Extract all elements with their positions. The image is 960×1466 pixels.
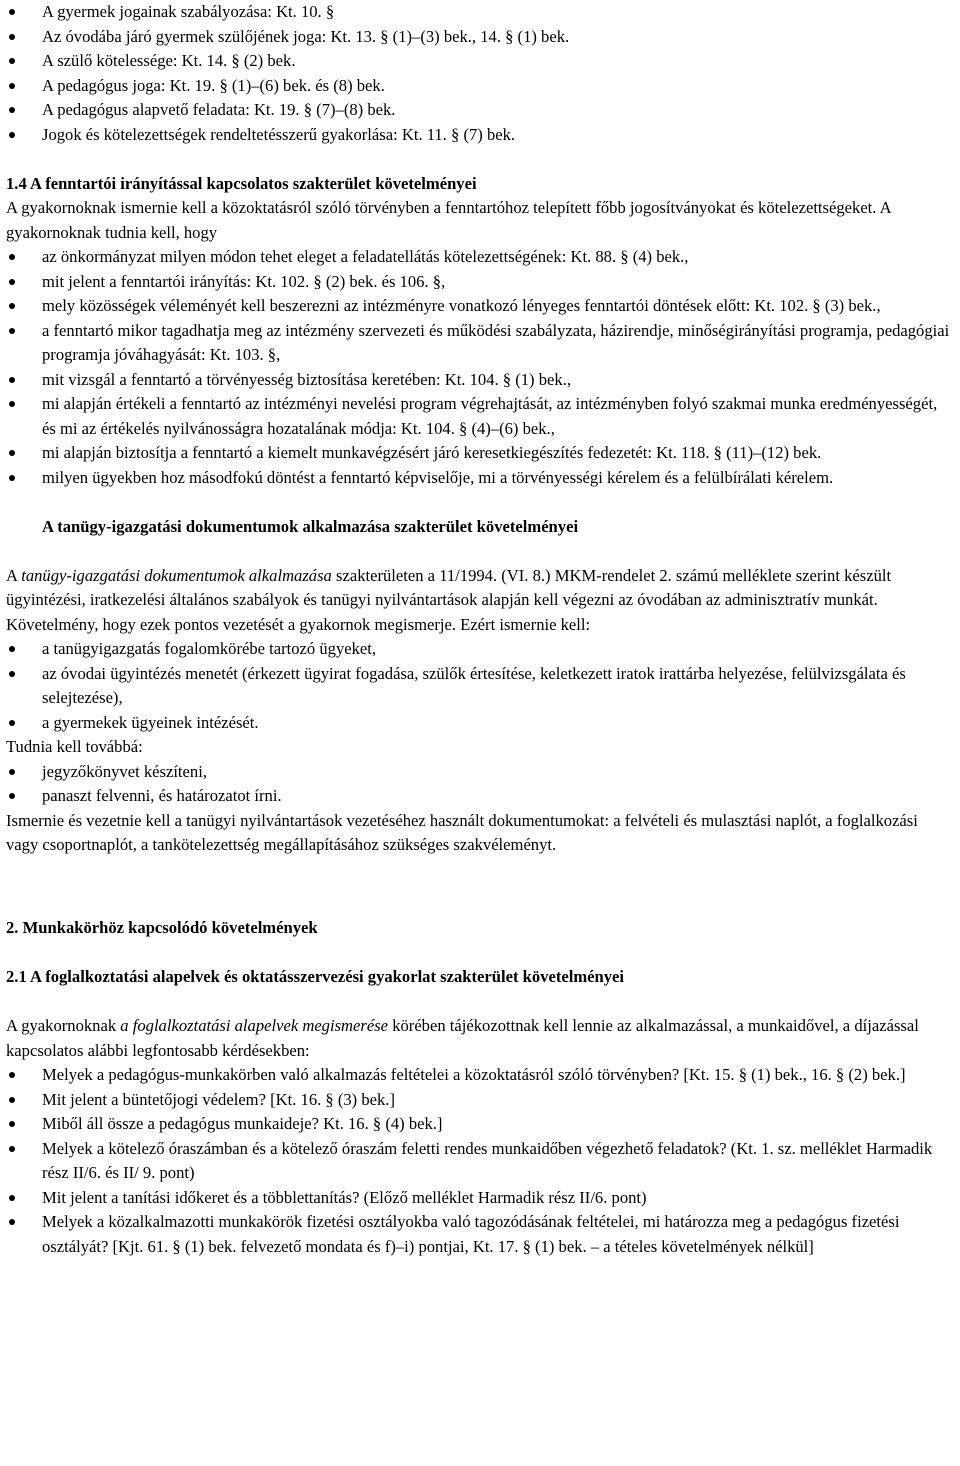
list-item: jegyzőkönyvet készíteni, (6, 760, 954, 785)
section-2-heading: 2. Munkakörhöz kapcsolódó követelmények (6, 918, 318, 937)
section-1-4-heading: 1.4 A fenntartói irányítással kapcsolatos szakterület követelményei (6, 173, 477, 193)
list-item: Az óvodába járó gyermek szülőjének joga: Kt. 13. § (1)–(3) bek., 14. § (1) bek. (6, 25, 954, 50)
documents-paragraph: A tanügy-igazgatási dokumentumok alkalmazása szakterületen a 11/1994. (VI. 8.) MKM-rendelet 2. számú melléklete szerint készült ügyintézési, iratkezelési általános szabályok és tanügyi nyilvántartások alapján kell végezni az óvodában az adminisztratív munkát. Követelmény, hogy ezek pontos vezetését a gyakornok megismerje. Ezért ismernie kell: (6, 565, 892, 634)
documents-emphasis: tanügy-igazgatási dokumentumok alkalmazása (21, 565, 332, 585)
list-item: A pedagógus joga: Kt. 19. § (1)–(6) bek. és (8) bek. (6, 74, 954, 99)
list-item: Mit jelent a tanítási időkeret és a többlettanítás? (Előző melléklet Harmadik rész II/6. pont) (6, 1186, 954, 1211)
list-item: az önkormányzat milyen módon tehet eleget a feladatellátás kötelezettségének: Kt. 88. § (4) bek., (6, 245, 954, 270)
list-item: mi alapján értékeli a fenntartó az intézményi nevelési program végrehajtását, az intézményben folyó szakmai munka eredményességét, és mi az értékelés nyilvánosságra hozatalának módja: Kt. 104. § (4)–(6) bek., (6, 392, 954, 441)
section-2-1-paragraph: A gyakornoknak a foglalkoztatási alapelvek megismerése körében tájékozottnak kell lennie az alkalmazással, a munkaidővel, a díjazással kapcsolatos alábbi legfontosabb kérdésekben: (6, 1016, 919, 1060)
list-item: Miből áll össze a pedagógus munkaideje? Kt. 16. § (4) bek.] (6, 1112, 954, 1137)
rights-list (6, 0, 954, 147)
list-item: panaszt felvenni, és határozatot írni. (6, 784, 954, 809)
list-item: a fenntartó mikor tagadhatja meg az intézmény szervezeti és működési szabályzata, házirendje, minőségirányítási programja, pedagógiai programja jóváhagyását: Kt. 103. §, (6, 319, 954, 368)
list-item: Jogok és kötelezettségek rendeltetésszerű gyakorlása: Kt. 11. § (7) bek. (6, 123, 954, 148)
list-item: A szülő kötelessége: Kt. 14. § (2) bek. (6, 49, 954, 74)
documents-paragraph-2: Tudnia kell továbbá: (6, 737, 143, 756)
section-2-1-emphasis: a foglalkoztatási alapelvek megismerése (120, 1016, 389, 1035)
list-item: Melyek a közalkalmazotti munkakörök fizetési osztályokba való tagozódásának feltételei, mi határozza meg a pedagógus fizetési osztályát? [Kjt. 61. § (1) bek. felvezető mondata és f)–i) pontjai, Kt. 17. § (1) bek. – a tételes követelmények nélkül] (6, 1210, 954, 1259)
list-item: a tanügyigazgatás fogalomkörébe tartozó ügyeket, (6, 637, 954, 662)
list-item: az óvodai ügyintézés menetét (érkezett ügyirat fogadása, szülők értesítése, keletkezett iratok irattárba helyezése, felülvizsgálata és selejtezése), (6, 662, 954, 711)
section-2-1-list (6, 1063, 954, 1259)
list-item: a gyermekek ügyeinek intézését. (6, 711, 954, 736)
documents-list-1 (6, 637, 954, 735)
list-item: mely közösségek véleményét kell beszerezni az intézményre vonatkozó lényeges fenntartói döntések előtt: Kt. 102. § (3) bek., (6, 294, 954, 319)
list-item: mit vizsgál a fenntartó a törvényesség biztosítása keretében: Kt. 104. § (1) bek., (6, 368, 954, 393)
section-2-1-heading: 2.1 A foglalkoztatási alapelvek és oktatásszervezési gyakorlat szakterület követelményei (6, 967, 625, 986)
list-item: A gyermek jogainak szabályozása: Kt. 10. § (6, 0, 954, 25)
documents-list-2 (6, 760, 954, 809)
list-item: Melyek a pedagógus-munkakörben való alkalmazás feltételei a közoktatásról szóló törvényben? [Kt. 15. § (1) bek., 16. § (2) bek.] (6, 1063, 954, 1088)
list-item: milyen ügyekben hoz másodfokú döntést a fenntartó képviselője, mi a törvényességi kérelem és a felülbírálati kérelem. (6, 466, 954, 491)
list-item: mit jelent a fenntartói irányítás: Kt. 102. § (2) bek. és 106. §, (6, 270, 954, 295)
documents-paragraph-3: Ismernie és vezetnie kell a tanügyi nyilvántartások vezetéséhez használt dokumentumokat: a felvételi és mulasztási naplót, a foglalkozási vagy csoportnaplót, a tankötelezettség megállapításához szükséges szakvéleményt. (6, 810, 918, 854)
list-item: Mit jelent a büntetőjogi védelem? [Kt. 16. § (3) bek.] (6, 1088, 954, 1113)
section-1-4-intro: A gyakornoknak ismernie kell a közoktatásról szóló törvényben a fenntartóhoz telepített főbb jogosítványokat és kötelezettségeket. A gyakornoknak tudnia kell, hogy (6, 198, 891, 242)
list-item: A pedagógus alapvető feladata: Kt. 19. § (7)–(8) bek. (6, 98, 954, 123)
document-page (6, 0, 954, 1259)
documents-heading: A tanügy-igazgatási dokumentumok alkalmazása szakterület követelményei (42, 516, 579, 536)
list-item: mi alapján biztosítja a fenntartó a kiemelt munkavégzésért járó keresetkiegészítés fedezetét: Kt. 118. § (11)–(12) bek. (6, 441, 954, 466)
list-item: Melyek a kötelező óraszámban és a kötelező óraszám feletti rendes munkaidőben végezhető feladatok? (Kt. 1. sz. melléklet Harmadik rész II/6. és II/ 9. pont) (6, 1137, 954, 1186)
section-1-4-list (6, 245, 954, 490)
